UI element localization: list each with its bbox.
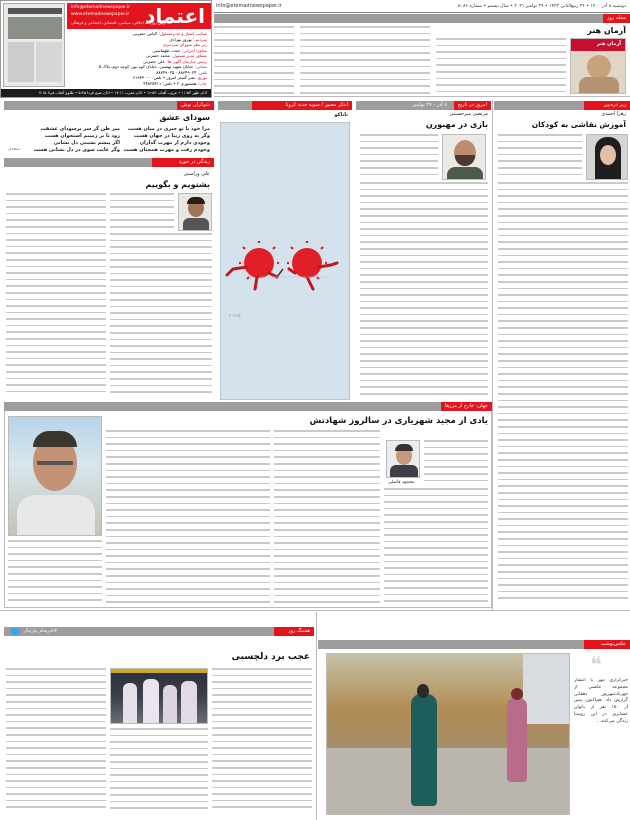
zarebin-author-photo bbox=[586, 134, 628, 180]
world-text-1b bbox=[384, 488, 488, 606]
sport-bar bbox=[4, 627, 314, 636]
magazine-title: آرمان هنر bbox=[587, 26, 626, 35]
world-bar bbox=[4, 402, 492, 411]
cartoon-signature: ۲۰۲۱/۲ bbox=[229, 313, 242, 318]
world-author-photo bbox=[386, 440, 420, 478]
world-author: محمود قاضلی bbox=[388, 480, 415, 485]
poetry-title: سودای عشق bbox=[159, 113, 210, 122]
poetry-right-verses: مرا خود با تو چیزی در میان هست وگر نه روی زیبا در جهان هست وجودی دارم از مهرت گدازان وجودم رفت و مهرت همچنان هست bbox=[123, 126, 210, 153]
photo-story-tag: عکس‌نوشت bbox=[584, 640, 630, 649]
history-author: مرتضی میرحسینی bbox=[449, 111, 488, 117]
football-photo bbox=[110, 668, 208, 724]
header-gray-bar bbox=[214, 14, 630, 23]
front-page-thumbnail bbox=[3, 3, 65, 87]
poetry-tag: شوکران نوش bbox=[177, 101, 214, 110]
zendegi-bar bbox=[4, 158, 214, 167]
staff-list bbox=[67, 31, 207, 86]
zendegi-tag: زندگی در خورد bbox=[152, 158, 214, 167]
sport-text-3 bbox=[6, 668, 106, 818]
staff-row: مشاور مدیر مسئول: محمد حضرتی bbox=[145, 53, 207, 58]
staff-row: نشانی: خیابان شهید بهشتی، خیابان کوه نور، کوچه دوم، پلاک ۵ bbox=[98, 64, 207, 69]
history-tag: امروز در تاریخ bbox=[454, 101, 491, 110]
twitter-icon bbox=[10, 628, 20, 635]
history-title: بازی در مهبورن bbox=[425, 120, 488, 129]
photo-story-image bbox=[326, 653, 570, 815]
world-text-4 bbox=[8, 540, 102, 606]
zarebin-title: آموزش نقاشی به کودکان bbox=[531, 120, 626, 129]
zendegi-text-col1b bbox=[110, 233, 212, 399]
photo-story-caption: خبرگزاری مهر با انتشار مجموعه عکسی از جهرنادشهریور دهقانی گزارش داد. هم‌اکنون بیش از ۱۵۰ نفر از بانوان عشایری در این روستا زندگی می‌کنند... bbox=[574, 678, 628, 724]
header-email: info@etemadnewspaper.ir bbox=[216, 3, 282, 9]
world-title: یادی از مجید شهریاری در سالروز شهادتش bbox=[309, 416, 488, 426]
zendegi-author-photo bbox=[178, 193, 212, 231]
zarebin-tag: زیر ذره‌بین bbox=[584, 101, 630, 110]
staff-row: زیر نظر شورای سردبیری bbox=[162, 42, 207, 47]
header-date-line: دوشنبه ۸ آذر ۱۴۰۰ • ۲۴ ربیع‌الثانی ۱۴۴۳ • ۲۹ نوامبر ۲۰۲۱ • سال بیستم • شماره ۵۰۸۶ bbox=[458, 4, 626, 9]
coronavirus-cartoon-icon bbox=[219, 123, 349, 401]
logo: اعتماد bbox=[145, 4, 205, 28]
poetry-bar bbox=[4, 101, 214, 110]
world-tag: جهان: خارج از مرزها bbox=[441, 402, 492, 411]
magazine-text bbox=[436, 38, 566, 94]
prayer-times-bar: اذان ظهر ۱۱:۵۳ • غروب آفتاب ۱۶:۵۲ • اذان مغرب ۱۷:۱۱ • اذان صبح فردا ۵:۴۵ • طلوع آفتاب فردا ۷:۱۵ bbox=[1, 89, 211, 97]
magazine-tag: مجله روز bbox=[603, 14, 630, 23]
zendegi-author: علی ورامینی bbox=[183, 171, 210, 177]
staff-row: معاون اجرایی: حجت طهماسبی bbox=[152, 47, 207, 53]
staff-row: توزیع: نشر گستر امروز • تلفن: ۶۱۹۳۳۰۰۰ bbox=[132, 75, 207, 80]
masthead-website: www.etemadnewspaper.ir bbox=[71, 12, 130, 17]
sport-text-2 bbox=[110, 728, 208, 818]
sport-text-1 bbox=[212, 668, 312, 818]
cartoon-author: ناناکو bbox=[334, 112, 348, 118]
quote-icon: ❝ bbox=[590, 653, 602, 678]
staff-row: رئیس سازمان آگهی ها: علی حضرتی bbox=[143, 58, 207, 64]
world-text-3 bbox=[106, 430, 270, 606]
world-text-1 bbox=[424, 440, 488, 484]
magazine-text-3 bbox=[214, 26, 294, 94]
masthead-red-banner bbox=[67, 3, 211, 29]
world-text-2 bbox=[274, 430, 380, 606]
magazine-text-2 bbox=[300, 26, 430, 94]
cartoon-bar bbox=[218, 101, 352, 110]
sport-tag: هشتگ روز bbox=[274, 627, 314, 636]
poet-name: سعدی bbox=[8, 147, 20, 152]
masthead-tagline: اولین روزنامه اخلاقی، سیاسی، اقتصادی، اجتماعی و فرهنگی bbox=[71, 20, 167, 25]
cartoon-tag: ابتکر مصور / سویه جدید کرونا bbox=[252, 101, 352, 110]
masthead bbox=[0, 0, 212, 98]
twitter-handle: #تابرشاه_بیارتیال bbox=[24, 629, 58, 634]
poetry-left-verses: میر ظن گر سر برسودای عشقت رود تا بر زمینم استخوان هست اگر پیشم نشینی دل نشانی وگر غایب شوی در دل نشانی هست bbox=[33, 126, 120, 153]
history-author-photo bbox=[442, 134, 486, 180]
zendegi-text-col1 bbox=[110, 193, 174, 233]
zendegi-title: بشنویم و بگوییم bbox=[145, 180, 210, 189]
zarebin-text-2 bbox=[498, 182, 628, 602]
magazine-cover: آرمان هنر bbox=[570, 38, 626, 94]
cartoon-side-text bbox=[352, 112, 358, 400]
photo-story-bar bbox=[318, 640, 630, 649]
history-text-1 bbox=[360, 134, 438, 180]
history-date: ۸ آذر - ۲۹ نوامبر bbox=[412, 102, 447, 108]
masthead-email: info@etemadnewspaper.ir bbox=[71, 5, 131, 10]
history-text-2 bbox=[360, 182, 488, 400]
staff-row: تلفن: ۸۸۳۴۹۰۲۴ - ۸۸۳۴۹۰۲۵ bbox=[156, 69, 207, 75]
zarebin-text-1 bbox=[498, 134, 582, 180]
staff-row: سردبیر: بهروز بهزادی bbox=[169, 36, 207, 42]
history-bar bbox=[356, 101, 491, 110]
zarebin-bar bbox=[494, 101, 630, 110]
staff-row: چاپ: همشهری ۲ • تلفن: ۴۴۸۲۵۴۱۱ bbox=[143, 80, 207, 86]
staff-row: صاحب امتیاز و مدیرمسئول: الیاس حضرتی bbox=[132, 31, 207, 36]
sport-title: عجب برد دلچسبی bbox=[231, 652, 310, 662]
zarebin-author: زهرا احمدی bbox=[601, 111, 626, 117]
shahriari-photo bbox=[8, 416, 102, 536]
cartoon-image bbox=[220, 122, 350, 400]
zendegi-text-col2 bbox=[6, 193, 106, 399]
